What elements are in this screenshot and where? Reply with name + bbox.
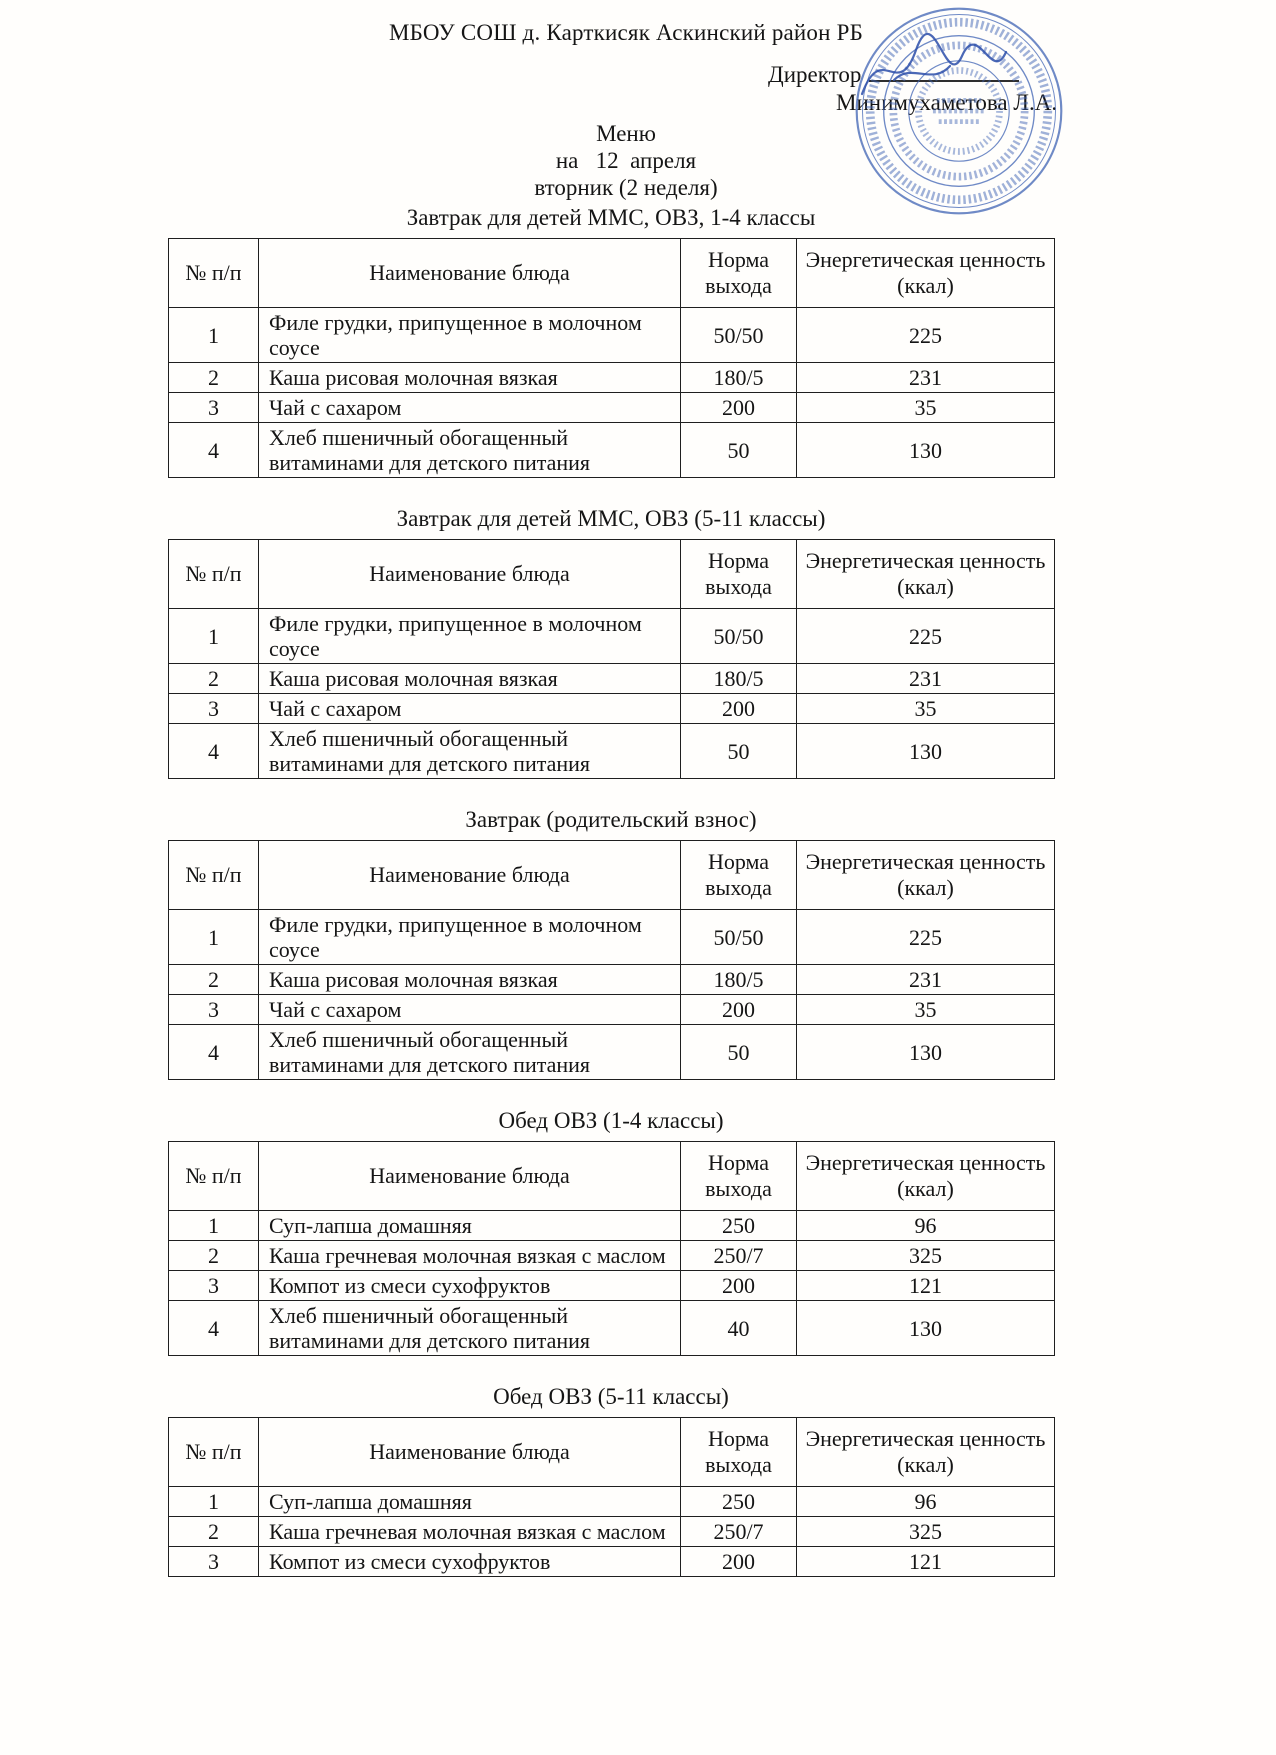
- cell-num: 2: [169, 965, 259, 995]
- table-row: [169, 1271, 1055, 1301]
- cell-portion: 250/7: [681, 1517, 797, 1547]
- column-header-dish: Наименование блюда: [259, 841, 681, 910]
- cell-num: 4: [169, 724, 259, 779]
- cell-num: 1: [169, 1487, 259, 1517]
- cell-num: 1: [169, 910, 259, 965]
- cell-portion: 200: [681, 694, 797, 724]
- table-row: [169, 1547, 1055, 1577]
- section-title: Завтрак для детей ММС, ОВЗ (5-11 классы): [396, 506, 826, 531]
- cell-dish: Хлеб пшеничный обогащенный витаминами для детского питания: [259, 1301, 681, 1356]
- column-header-dish: Наименование блюда: [259, 1142, 681, 1211]
- cell-num: 2: [169, 664, 259, 694]
- cell-portion: 180/5: [681, 664, 797, 694]
- column-header-portion: Норма выхода: [681, 1142, 797, 1211]
- cell-energy: 231: [797, 363, 1055, 393]
- cell-num: 4: [169, 1301, 259, 1356]
- menu-table: [168, 238, 1055, 478]
- cell-portion: 40: [681, 1301, 797, 1356]
- cell-num: 3: [169, 1547, 259, 1577]
- column-header-num: № п/п: [169, 239, 259, 308]
- director-name: Минимухаметова Л.А.: [836, 90, 1058, 115]
- cell-energy: 130: [797, 1025, 1055, 1080]
- cell-portion: 200: [681, 1547, 797, 1577]
- signature-line: [869, 60, 1019, 82]
- table-row: [169, 609, 1055, 664]
- column-header-portion: Норма выхода: [681, 841, 797, 910]
- cell-portion: 250: [681, 1487, 797, 1517]
- cell-energy: 96: [797, 1211, 1055, 1241]
- cell-dish: Филе грудки, припущенное в молочном соусе: [259, 910, 681, 965]
- cell-num: 1: [169, 308, 259, 363]
- column-header-energy: Энергетическая ценность (ккал): [797, 841, 1055, 910]
- table-row: [169, 910, 1055, 965]
- table-row: [169, 308, 1055, 363]
- cell-portion: 180/5: [681, 965, 797, 995]
- menu-table: [168, 539, 1055, 779]
- cell-num: 1: [169, 609, 259, 664]
- column-header-num: № п/п: [169, 841, 259, 910]
- table-row: [169, 664, 1055, 694]
- cell-portion: 50: [681, 724, 797, 779]
- table-row: [169, 724, 1055, 779]
- cell-energy: 121: [797, 1271, 1055, 1301]
- column-header-dish: Наименование блюда: [259, 1418, 681, 1487]
- cell-portion: 50: [681, 1025, 797, 1080]
- column-header-dish: Наименование блюда: [259, 540, 681, 609]
- cell-portion: 50/50: [681, 609, 797, 664]
- cell-energy: 35: [797, 393, 1055, 423]
- cell-dish: Хлеб пшеничный обогащенный витаминами для детского питания: [259, 724, 681, 779]
- cell-portion: 50/50: [681, 910, 797, 965]
- section-title: Завтрак (родительский взнос): [465, 807, 757, 832]
- cell-num: 2: [169, 363, 259, 393]
- cell-energy: 121: [797, 1547, 1055, 1577]
- cell-portion: 50: [681, 423, 797, 478]
- cell-num: 2: [169, 1517, 259, 1547]
- table-row: [169, 965, 1055, 995]
- column-header-energy: Энергетическая ценность (ккал): [797, 1418, 1055, 1487]
- director-label: Директор: [768, 62, 862, 87]
- header-row: [169, 540, 1055, 609]
- cell-dish: Хлеб пшеничный обогащенный витаминами для детского питания: [259, 423, 681, 478]
- cell-dish: Каша рисовая молочная вязкая: [259, 965, 681, 995]
- table-row: [169, 694, 1055, 724]
- menu-table: [168, 840, 1055, 1080]
- table-row: [169, 995, 1055, 1025]
- table-row: [169, 393, 1055, 423]
- table-row: [169, 1301, 1055, 1356]
- table-row: [169, 1025, 1055, 1080]
- cell-dish: Компот из смеси сухофруктов: [259, 1271, 681, 1301]
- column-header-energy: Энергетическая ценность (ккал): [797, 540, 1055, 609]
- menu-date: на 12 апреля: [555, 148, 697, 173]
- cell-energy: 35: [797, 694, 1055, 724]
- menu-table: [168, 1141, 1055, 1356]
- section-title: Завтрак для детей ММС, ОВЗ, 1-4 классы: [406, 205, 816, 230]
- school-title: МБОУ СОШ д. Карткисяк Аскинский район РБ: [388, 20, 863, 45]
- cell-energy: 225: [797, 308, 1055, 363]
- cell-num: 4: [169, 1025, 259, 1080]
- table-row: [169, 1241, 1055, 1271]
- menu-table: [168, 1417, 1055, 1577]
- column-header-portion: Норма выхода: [681, 540, 797, 609]
- table-row: [169, 1517, 1055, 1547]
- cell-dish: Чай с сахаром: [259, 995, 681, 1025]
- menu-tables-area: [168, 205, 1054, 1577]
- cell-dish: Каша гречневая молочная вязкая с маслом: [259, 1517, 681, 1547]
- cell-dish: Чай с сахаром: [259, 694, 681, 724]
- cell-energy: 130: [797, 1301, 1055, 1356]
- column-header-num: № п/п: [169, 540, 259, 609]
- cell-num: 1: [169, 1211, 259, 1241]
- cell-portion: 180/5: [681, 363, 797, 393]
- column-header-num: № п/п: [169, 1142, 259, 1211]
- cell-dish: Компот из смеси сухофруктов: [259, 1547, 681, 1577]
- cell-energy: 35: [797, 995, 1055, 1025]
- director-line: [768, 60, 1019, 88]
- header-row: [169, 239, 1055, 308]
- column-header-num: № п/п: [169, 1418, 259, 1487]
- cell-energy: 231: [797, 965, 1055, 995]
- cell-dish: Каша гречневая молочная вязкая с маслом: [259, 1241, 681, 1271]
- table-row: [169, 363, 1055, 393]
- cell-num: 2: [169, 1241, 259, 1271]
- header-row: [169, 1142, 1055, 1211]
- column-header-energy: Энергетическая ценность (ккал): [797, 239, 1055, 308]
- cell-portion: 250/7: [681, 1241, 797, 1271]
- header-row: [169, 841, 1055, 910]
- cell-energy: 325: [797, 1241, 1055, 1271]
- section-title: Обед ОВЗ (5-11 классы): [493, 1384, 729, 1409]
- cell-num: 3: [169, 1271, 259, 1301]
- table-row: [169, 1487, 1055, 1517]
- cell-energy: 130: [797, 724, 1055, 779]
- table-row: [169, 1211, 1055, 1241]
- cell-dish: Филе грудки, припущенное в молочном соусе: [259, 308, 681, 363]
- cell-num: 3: [169, 393, 259, 423]
- cell-portion: 200: [681, 995, 797, 1025]
- cell-portion: 250: [681, 1211, 797, 1241]
- cell-portion: 200: [681, 393, 797, 423]
- cell-energy: 225: [797, 910, 1055, 965]
- cell-energy: 325: [797, 1517, 1055, 1547]
- column-header-energy: Энергетическая ценность (ккал): [797, 1142, 1055, 1211]
- cell-dish: Филе грудки, припущенное в молочном соусе: [259, 609, 681, 664]
- cell-energy: 231: [797, 664, 1055, 694]
- cell-energy: 96: [797, 1487, 1055, 1517]
- column-header-dish: Наименование блюда: [259, 239, 681, 308]
- cell-portion: 200: [681, 1271, 797, 1301]
- cell-dish: Суп-лапша домашняя: [259, 1487, 681, 1517]
- cell-dish: Каша рисовая молочная вязкая: [259, 363, 681, 393]
- header-row: [169, 1418, 1055, 1487]
- cell-energy: 130: [797, 423, 1055, 478]
- cell-energy: 225: [797, 609, 1055, 664]
- cell-dish: Чай с сахаром: [259, 393, 681, 423]
- cell-num: 3: [169, 694, 259, 724]
- cell-portion: 50/50: [681, 308, 797, 363]
- cell-dish: Хлеб пшеничный обогащенный витаминами для детского питания: [259, 1025, 681, 1080]
- menu-week: вторник (2 неделя): [534, 175, 718, 200]
- section-title: Обед ОВЗ (1-4 классы): [498, 1108, 724, 1133]
- menu-title: Меню: [596, 121, 656, 146]
- cell-dish: Суп-лапша домашняя: [259, 1211, 681, 1241]
- column-header-portion: Норма выхода: [681, 239, 797, 308]
- table-row: [169, 423, 1055, 478]
- cell-num: 3: [169, 995, 259, 1025]
- cell-num: 4: [169, 423, 259, 478]
- column-header-portion: Норма выхода: [681, 1418, 797, 1487]
- cell-dish: Каша рисовая молочная вязкая: [259, 664, 681, 694]
